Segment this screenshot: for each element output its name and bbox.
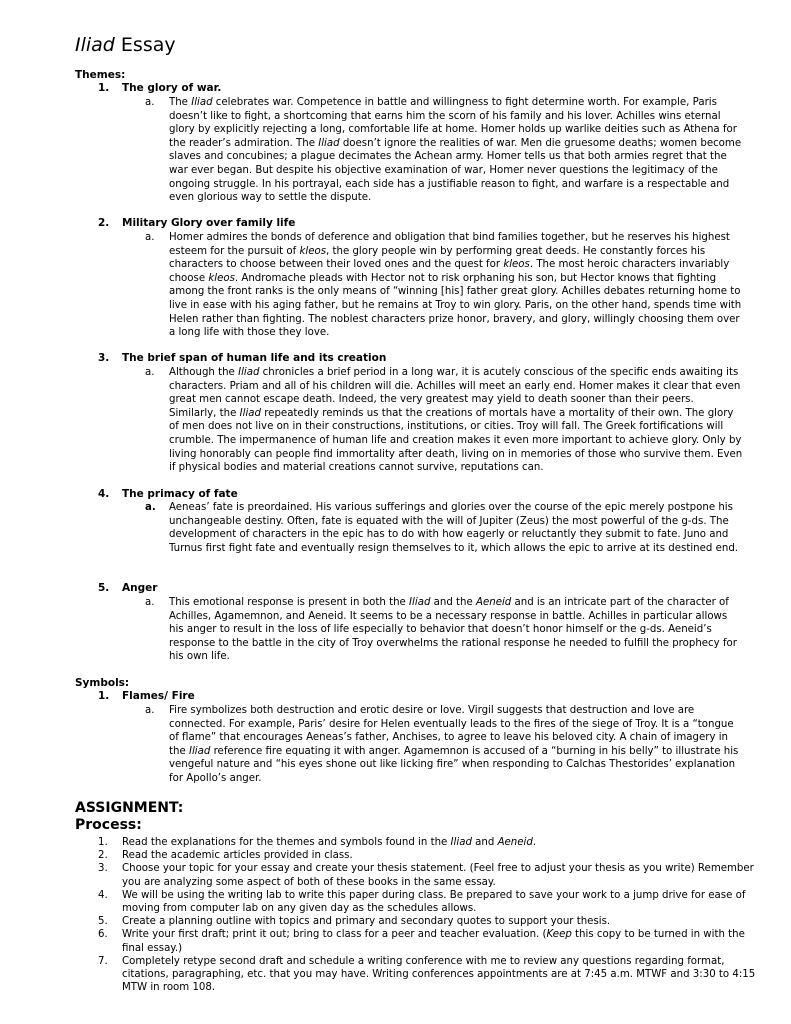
italic-title-text: Aeneid: [476, 597, 512, 608]
theme-1-heading: [98, 82, 221, 95]
text-run: This emotional response is present in both the: [169, 597, 410, 608]
assignment-heading: ASSIGNMENT:: [75, 800, 184, 816]
italic-title-text: kleos: [208, 272, 235, 284]
text-run: We will be using the writing lab to write this paper during class. Be prepared to save your work to a jump drive for ease of moving from computer lab on any given day as the schedules allows.: [122, 889, 746, 915]
process-step: [98, 955, 758, 995]
text-run: reference fire equating it with anger. Agamemnon is accused of a “burning in his belly” to illustrate his vengeful nature and “his eyes shone out like licking fire” when responding to Calchas Thestorides’ explanation for Apollo’s anger.: [169, 745, 739, 784]
italic-title-text: Iliad: [191, 97, 213, 108]
symbol-1-heading: [98, 690, 195, 703]
text-run: Although the: [169, 367, 239, 378]
symbol-title: Flames/ Fire: [122, 690, 195, 702]
text-run: Write your first draft; print it out; bring to class for a peer and teacher evaluation. (: [122, 929, 547, 941]
italic-title-text: Iliad: [239, 407, 261, 419]
text-run: celebrates war. Competence in battle and willingness to fight determine worth. For example, Paris doesn’t like to fight, a shortcoming that earns him the scorn of his family and his lover. Achilles wins eternal glory by explicitly rejecting a long, comfortable life at home. Homer holds up warlike deities such as Athena for the reader’s admiration. The: [169, 97, 737, 149]
text-run: and: [471, 837, 498, 848]
step-number: 1.: [98, 837, 108, 848]
symbols-label: Symbols:: [75, 677, 130, 689]
process-step: [98, 849, 758, 862]
text-run: The: [169, 97, 192, 108]
title-rest: Essay: [114, 34, 176, 56]
step-text: [122, 890, 745, 914]
text-run: doesn’t ignore the realities of war. Men die gruesome deaths; women become slaves and concubines; a plague decimates the Achean army. Homer tells us that both armies regret that the war ever began. But despite his objective examination of war, Homer never questions the legitimacy of the ongoing struggle. In his portrayal, each side has a justifiable reason to fight, and warfare is a respectable and even glorious way to settle the dispute.: [169, 137, 742, 204]
item-letter: a.: [145, 97, 155, 108]
italic-title-text: Iliad: [318, 137, 340, 149]
italic-title-text: kleos: [503, 259, 530, 271]
italic-title-text: Iliad: [188, 745, 211, 757]
text-run: . The most heroic characters invariably choose: [169, 259, 730, 284]
theme-title: The brief span of human life and its creation: [122, 352, 387, 364]
step-text: [122, 929, 745, 953]
step-number: 2.: [98, 850, 108, 862]
process-steps: [98, 836, 758, 994]
title-italic: Iliad: [75, 34, 115, 56]
step-number: 6.: [98, 929, 108, 941]
italic-title-text: Iliad: [409, 597, 431, 608]
theme-number: 3.: [98, 352, 110, 364]
theme-number: 5.: [98, 582, 110, 594]
text-run: Choose your topic for your essay and create your thesis statement. (Feel free to adjust your thesis as you write) Remember you are analyzing some aspect of both of these books in the same essay.: [122, 863, 754, 888]
text-run: Read the explanations for the themes and symbols found in the: [122, 837, 451, 848]
text-run: Completely retype second draft and schedule a writing conference with me to review any questions regarding format, citations, paragraphing, etc. that you may have. Writing conferences appointments are at 7:45 a.m. MTWF and 3:30 to 4:15 MTW in room 108.: [122, 955, 756, 994]
page-title: [75, 34, 176, 56]
theme-2-heading: [98, 217, 295, 230]
theme-5-paragraph: [145, 596, 744, 664]
italic-title-text: Iliad: [238, 367, 260, 378]
process-step: [98, 862, 758, 888]
symbol-1-paragraph: [145, 704, 744, 786]
process-heading: Process:: [75, 817, 142, 833]
themes-label: Themes:: [75, 69, 126, 81]
process-step: [98, 915, 758, 928]
text-run: Fire symbolizes both destruction and erotic desire or love. Virgil suggests that destruction and love are connected. For example, Paris’ desire for Helen eventually leads to the fires of the siege of Troy. It is a “tongue of flame” that encourages Aeneas’s father, Anchises, to agree to leave his beloved city. A chain of imagery in the: [169, 705, 734, 757]
process-step: [98, 836, 758, 849]
theme-3-heading: [98, 352, 386, 365]
italic-title-text: Keep: [546, 929, 572, 941]
item-letter: a.: [145, 597, 155, 608]
step-text: [122, 916, 610, 927]
theme-5-heading: [98, 582, 157, 595]
step-text: [122, 956, 755, 993]
step-number: 3.: [98, 863, 108, 875]
theme-4-paragraph: [145, 501, 744, 555]
step-text: [122, 863, 754, 887]
text-run: Homer admires the bonds of deference and obligation that bind families together, but he reserves his highest esteem for the pursuit of: [169, 232, 730, 257]
theme-3-paragraph: [145, 366, 744, 475]
step-text: [122, 850, 353, 861]
text-run: chronicles a brief period in a long war, it is acutely conscious of the specific ends awaiting its characters. Priam and all of his children will die. Achilles will meet an early end. Homer makes it clear that even great men cannot escape death. Indeed, the very greatest may yield to death sooner than their peers. Similarly, the: [169, 367, 741, 419]
theme-title: Anger: [122, 582, 158, 594]
item-letter: a.: [145, 502, 156, 513]
theme-number: 2.: [98, 217, 110, 229]
theme-title: The glory of war.: [122, 82, 222, 94]
text-run: and the: [430, 597, 477, 608]
step-text: [122, 837, 536, 848]
text-run: Read the academic articles provided in class.: [122, 850, 353, 862]
step-number: 4.: [98, 889, 108, 901]
theme-1-paragraph: [145, 96, 744, 205]
theme-number: 1.: [98, 82, 110, 94]
italic-title-text: Aeneid: [497, 837, 533, 848]
text-run: Create a planning outline with topics and primary and secondary quotes to support your thesis.: [122, 916, 611, 928]
theme-title: The primacy of fate: [122, 488, 238, 500]
theme-4-heading: [98, 488, 238, 501]
symbol-number: 1.: [98, 690, 110, 702]
process-step: [98, 928, 758, 954]
item-letter: a.: [145, 232, 155, 243]
process-step: [98, 889, 758, 915]
theme-number: 4.: [98, 488, 110, 500]
text-run: Aeneas’ fate is preordained. His various sufferings and glories over the course of the epic merely postpone his unchangeable destiny. Often, fate is equated with the will of Jupiter (Zeus) the most powerful of the g-ds. The development of characters in the epic has to do with how eagerly or reluctantly they submit to fate. Juno and Turnus first fight fate and eventually resign themselves to it, which allows the epic to arrive at its destined end.: [169, 502, 739, 554]
text-run: . Andromache pleads with Hector not to risk orphaning his son, but Hector knows that fighting among the front ranks is the only means of “winning [his] father great glory. Achilles debates returning home to live in ease with his aging father, but he remains at Troy to win glory. Paris, on the other hand, spends time with Helen rather than fighting. The noblest characters prize honor, bravery, and glory, willingly choosing them over a long life with those they love.: [169, 272, 742, 339]
item-letter: a.: [145, 367, 155, 378]
italic-title-text: Iliad: [450, 837, 472, 848]
text-run: this copy to be turned in with the final essay.): [122, 929, 745, 954]
text-run: , the glory people win by performing great deeds. He constantly forces his characters to choose between their loved ones and the quest for: [169, 245, 706, 271]
step-number: 7.: [98, 955, 108, 967]
text-run: .: [532, 837, 537, 848]
step-number: 5.: [98, 916, 108, 928]
italic-title-text: kleos: [299, 245, 327, 257]
item-letter: a.: [145, 705, 155, 716]
text-run: repeatedly reminds us that the creations of mortals have a mortality of their own. The glory of men does not live on in their constructions, institutions, or cities. Troy will fall. The Greek fortifications will crumble. The impermanence of human life and creation makes it even more important to achieve glory. Only by living honorably can people find immortality after death, living on in memories of those who survive them. Even if physical bodies and material creations cannot survive, reputations can.: [169, 407, 743, 474]
theme-title: Military Glory over family life: [122, 217, 296, 229]
text-run: and is an intricate part of the character of Achilles, Agamemnon, and Aeneid. It seems to be a necessary response in battle. Achilles in particular allows his anger to result in the loss of life especially to behavior that doesn’t honor himself or the g-ds. Aeneid’s response to the battle in the city of Troy overwhelms the rational response he needed to fulfill the prophecy for his own life.: [169, 597, 737, 663]
theme-2-paragraph: [145, 231, 744, 340]
